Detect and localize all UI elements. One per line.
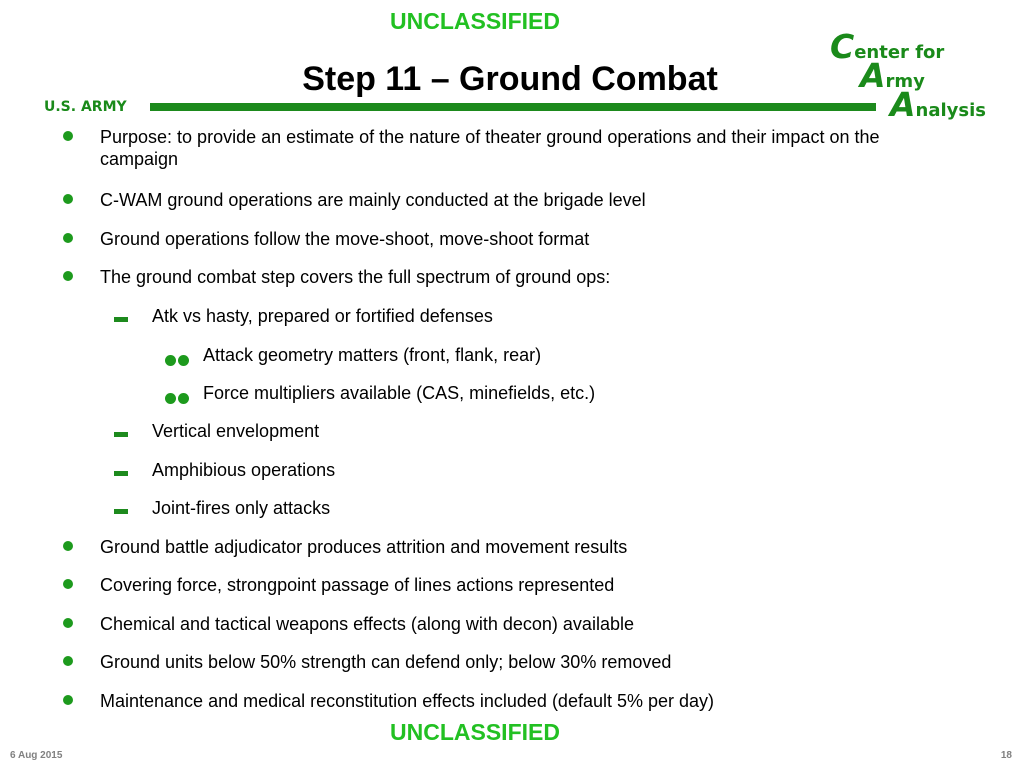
bullet-text: The ground combat step covers the full spectrum of ground ops: [100,267,611,287]
bullet-text: Vertical envelopment [152,421,320,441]
bullet-text: Force multipliers available (CAS, minefields, etc.) [203,383,596,403]
bullet-item-level-3 [203,344,943,366]
bullet-dot-icon [63,271,73,281]
bullet-text: Maintenance and medical reconstitution effects included (default 5% per day) [100,691,715,711]
bullet-text: Purpose: to provide an estimate of the nature of theater ground operations and their impact on the campaign [100,127,880,169]
bullet-text: Amphibious operations [152,460,336,480]
bullet-item-level-1 [100,651,950,673]
bullet-text: Ground battle adjudicator produces attrition and movement results [100,537,628,557]
bullet-dot-icon [63,131,73,141]
bullet-item-level-3 [203,382,943,404]
slide-title: Step 11 – Ground Combat [302,60,718,98]
bullet-item-level-1 [100,266,950,288]
bullet-dot-icon [63,541,73,551]
bullet-dot-icon [63,194,73,204]
bullet-item-level-1 [100,189,950,211]
footer-page-number: 18 [1000,750,1012,761]
bullet-item-level-2 [152,420,932,442]
bullet-double-dot-icon [165,387,191,399]
bullet-item-level-1 [100,126,950,170]
bullet-dash-icon [114,471,128,476]
bullet-dot-icon [63,656,73,666]
bullet-item-level-2 [152,497,932,519]
title-divider-bar [150,103,876,111]
logo-line-analysis: Analysis [890,85,987,124]
bullet-item-level-1 [100,613,950,635]
bullet-dash-icon [114,317,128,322]
bullet-text: C-WAM ground operations are mainly conducted at the brigade level [100,190,646,210]
logo-line-center-for: Center for [830,27,945,66]
bullet-item-level-1 [100,690,950,712]
bullet-text: Ground operations follow the move-shoot, move-shoot format [100,229,590,249]
bullet-item-level-1 [100,536,950,558]
bullet-text: Atk vs hasty, prepared or fortified defenses [152,306,493,326]
bullet-item-level-2 [152,459,932,481]
logo-line-army: Army [860,56,925,95]
bullet-dash-icon [114,432,128,437]
bullet-item-level-2 [152,305,932,327]
us-army-label: U.S. ARMY [44,99,127,115]
bullet-text: Joint-fires only attacks [152,498,331,518]
bullet-text: Ground units below 50% strength can defend only; below 30% removed [100,652,672,672]
footer-date: 6 Aug 2015 [10,750,63,761]
bullet-item-level-1 [100,228,950,250]
bullet-text: Chemical and tactical weapons effects (along with decon) available [100,614,634,634]
classification-banner-bottom: UNCLASSIFIED [390,719,560,745]
bullet-dot-icon [63,579,73,589]
bullet-double-dot-icon [165,349,191,361]
bullet-text: Attack geometry matters (front, flank, rear) [203,345,542,365]
bullet-dash-icon [114,509,128,514]
bullet-dot-icon [63,233,73,243]
bullet-item-level-1 [100,574,950,596]
bullet-text: Covering force, strongpoint passage of lines actions represented [100,575,615,595]
classification-banner-top: UNCLASSIFIED [390,8,560,34]
bullet-dot-icon [63,618,73,628]
bullet-dot-icon [63,695,73,705]
